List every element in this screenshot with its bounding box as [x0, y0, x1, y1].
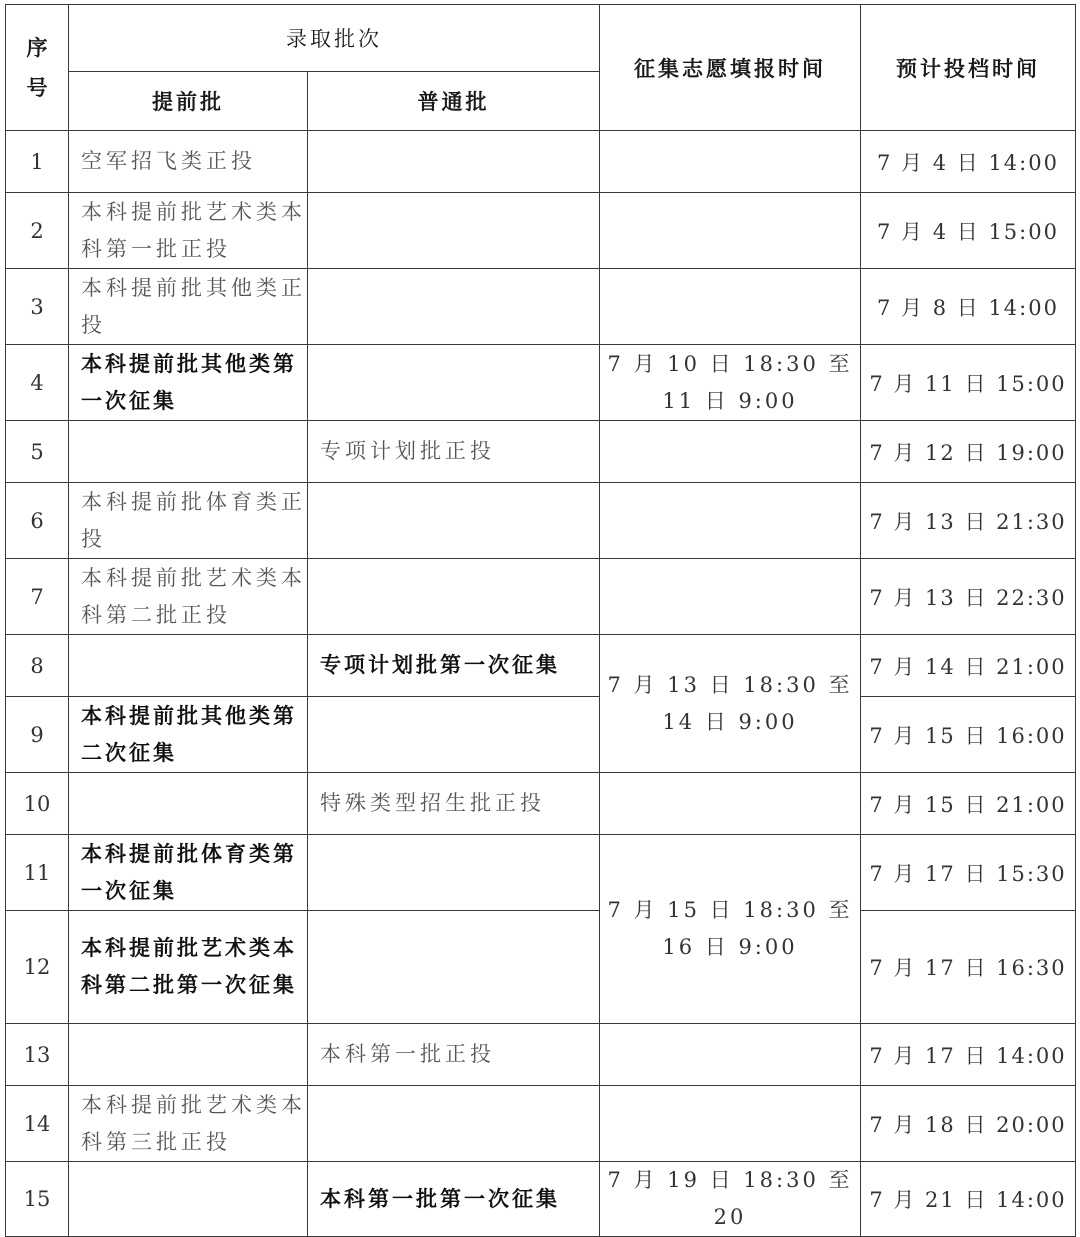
row-seq: 8 [6, 635, 69, 697]
table-row [6, 345, 1076, 421]
row-solicit-window [600, 421, 861, 483]
row-seq: 15 [6, 1162, 69, 1237]
header-advance-batch: 提前批 [69, 72, 308, 131]
row-seq: 6 [6, 483, 69, 559]
row-expected-time: 7 月 8 日 14:00 [861, 269, 1076, 345]
table-row [6, 193, 1076, 269]
header-solicit-window: 征集志愿填报时间 [600, 5, 861, 131]
row-advance-batch: 本科提前批艺术类本科第一批正投 [69, 193, 308, 269]
table-row [6, 421, 1076, 483]
row-general-batch [308, 131, 600, 193]
row-expected-time: 7 月 12 日 19:00 [861, 421, 1076, 483]
header-batch-group: 录取批次 [69, 5, 600, 72]
row-seq: 11 [6, 835, 69, 911]
row-solicit-window: 7 月 19 日 18:30 至 20 [600, 1162, 861, 1237]
row-seq: 9 [6, 697, 69, 773]
table-row [6, 773, 1076, 835]
row-solicit-window: 7 月 10 日 18:30 至 11 日 9:00 [600, 345, 861, 421]
row-expected-time: 7 月 21 日 14:00 [861, 1162, 1076, 1237]
row-expected-time: 7 月 11 日 15:00 [861, 345, 1076, 421]
row-solicit-window [600, 1086, 861, 1162]
row-general-batch [308, 835, 600, 911]
table-row [6, 1086, 1076, 1162]
row-seq: 13 [6, 1024, 69, 1086]
row-advance-batch: 本科提前批其他类第一次征集 [69, 345, 308, 421]
row-expected-time: 7 月 13 日 21:30 [861, 483, 1076, 559]
table-row [6, 1024, 1076, 1086]
row-advance-batch: 本科提前批艺术类本科第二批正投 [69, 559, 308, 635]
row-advance-batch: 空军招飞类正投 [69, 131, 308, 193]
row-general-batch [308, 1086, 600, 1162]
row-solicit-window [600, 559, 861, 635]
row-solicit-window: 7 月 15 日 18:30 至 16 日 9:00 [600, 835, 861, 1024]
row-advance-batch [69, 635, 308, 697]
row-advance-batch [69, 421, 308, 483]
row-general-batch: 特殊类型招生批正投 [308, 773, 600, 835]
row-expected-time: 7 月 18 日 20:00 [861, 1086, 1076, 1162]
admission-schedule-table [5, 4, 1076, 1237]
table-row [6, 835, 1076, 911]
row-general-batch: 专项计划批第一次征集 [308, 635, 600, 697]
row-general-batch [308, 559, 600, 635]
row-advance-batch: 本科提前批其他类正投 [69, 269, 308, 345]
row-expected-time: 7 月 15 日 21:00 [861, 773, 1076, 835]
row-expected-time: 7 月 17 日 16:30 [861, 911, 1076, 1024]
header-seq: 序 号 [6, 5, 69, 131]
row-seq: 10 [6, 773, 69, 835]
row-general-batch: 专项计划批正投 [308, 421, 600, 483]
row-solicit-window [600, 1024, 861, 1086]
table-row [6, 559, 1076, 635]
row-solicit-window [600, 483, 861, 559]
row-general-batch [308, 483, 600, 559]
row-seq: 5 [6, 421, 69, 483]
row-seq: 1 [6, 131, 69, 193]
row-advance-batch [69, 1024, 308, 1086]
row-expected-time: 7 月 17 日 15:30 [861, 835, 1076, 911]
row-advance-batch: 本科提前批体育类正投 [69, 483, 308, 559]
row-seq: 14 [6, 1086, 69, 1162]
row-expected-time: 7 月 17 日 14:00 [861, 1024, 1076, 1086]
row-solicit-window [600, 131, 861, 193]
row-general-batch [308, 697, 600, 773]
row-solicit-window: 7 月 13 日 18:30 至 14 日 9:00 [600, 635, 861, 773]
row-seq: 2 [6, 193, 69, 269]
row-general-batch [308, 193, 600, 269]
row-seq: 3 [6, 269, 69, 345]
row-solicit-window [600, 773, 861, 835]
table-row [6, 635, 1076, 697]
row-general-batch [308, 269, 600, 345]
row-solicit-window [600, 269, 861, 345]
table-row [6, 131, 1076, 193]
table-row [6, 697, 1076, 773]
row-seq: 12 [6, 911, 69, 1024]
row-advance-batch: 本科提前批体育类第一次征集 [69, 835, 308, 911]
row-expected-time: 7 月 13 日 22:30 [861, 559, 1076, 635]
row-general-batch [308, 345, 600, 421]
row-general-batch [308, 911, 600, 1024]
row-advance-batch: 本科提前批艺术类本科第二批第一次征集 [69, 911, 308, 1024]
table-row [6, 269, 1076, 345]
row-general-batch: 本科第一批正投 [308, 1024, 600, 1086]
row-expected-time: 7 月 15 日 16:00 [861, 697, 1076, 773]
row-advance-batch [69, 1162, 308, 1237]
row-expected-time: 7 月 14 日 21:00 [861, 635, 1076, 697]
row-seq: 4 [6, 345, 69, 421]
row-general-batch: 本科第一批第一次征集 [308, 1162, 600, 1237]
row-expected-time: 7 月 4 日 15:00 [861, 193, 1076, 269]
row-advance-batch: 本科提前批艺术类本科第三批正投 [69, 1086, 308, 1162]
table-row [6, 483, 1076, 559]
row-advance-batch: 本科提前批其他类第二次征集 [69, 697, 308, 773]
table-row [6, 1162, 1076, 1237]
row-solicit-window [600, 193, 861, 269]
row-seq: 7 [6, 559, 69, 635]
row-expected-time: 7 月 4 日 14:00 [861, 131, 1076, 193]
table-row [6, 911, 1076, 1024]
header-general-batch: 普通批 [308, 72, 600, 131]
row-advance-batch [69, 773, 308, 835]
header-expected-time: 预计投档时间 [861, 5, 1076, 131]
